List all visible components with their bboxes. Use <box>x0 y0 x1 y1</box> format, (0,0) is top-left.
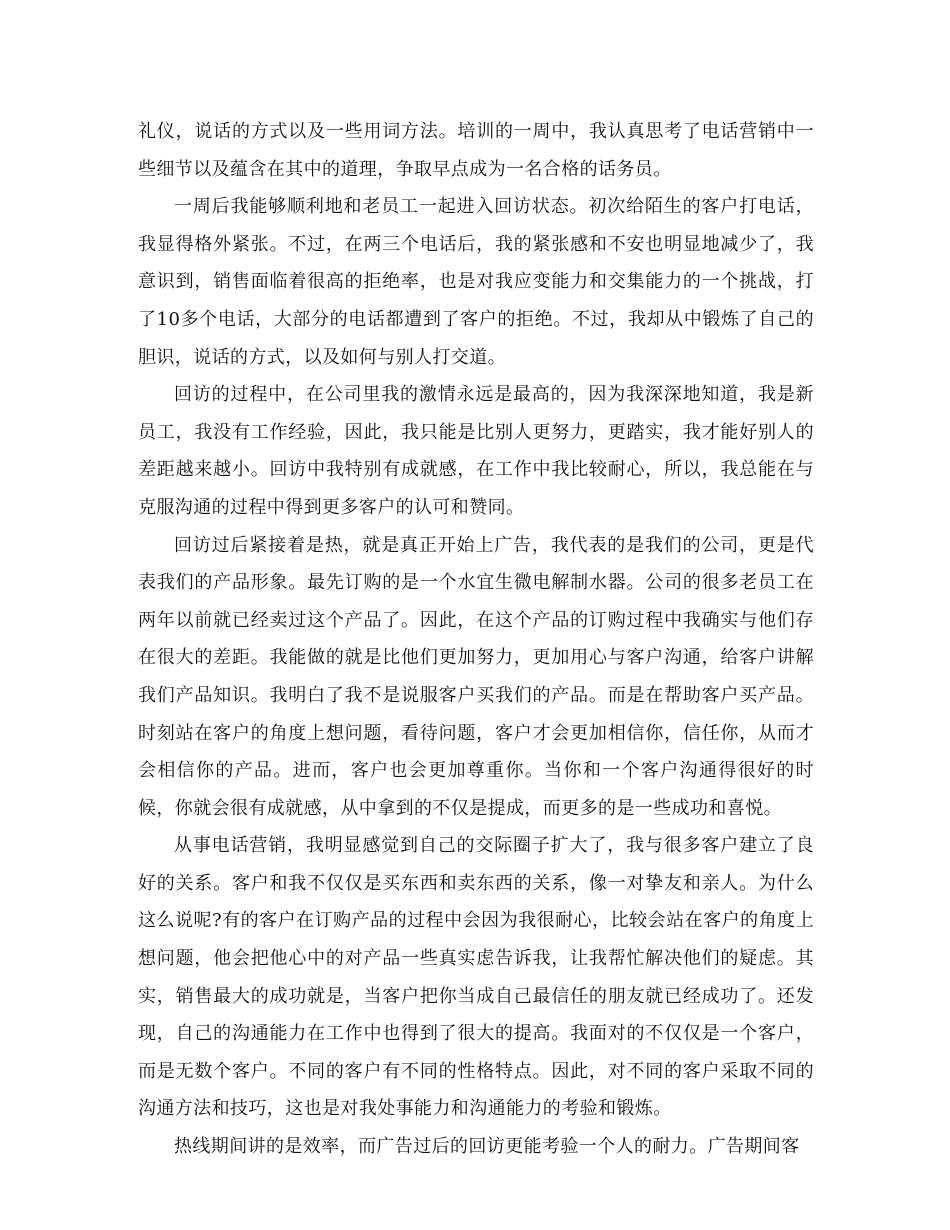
paragraph-2: 一周后我能够顺利地和老员工一起进入回访状态。初次给陌生的客户打电话，我显得格外紧张。不过，在两三个电话后，我的紧张感和不安也明显地减少了，我意识到，销售面临着很高的拒绝率，也是对我应变能力和交集能力的一个挑战，打了10多个电话，大部分的电话都遭到了客户的拒绝。不过，我却从中锻炼了自己的胆识，说话的方式，以及如何与别人打交道。 <box>138 196 814 368</box>
paragraph-5: 从事电话营销，我明显感觉到自己的交际圈子扩大了，我与很多客户建立了良好的关系。客户和我不仅仅是买东西和卖东西的关系，像一对挚友和亲人。为什么这么说呢?有的客户在订购产品的过程中会因为我很耐心，比较会站在客户的角度上想问题，他会把他心中的对产品一些真实虑告诉我，让我帮忙解决他们的疑虑。其实，销售最大的成功就是，当客户把你当成自己最信任的朋友就已经成功了。还发现，自己的沟通能力在工作中也得到了很大的提高。我面对的不仅仅是一个客户，而是无数个客户。不同的客户有不同的性格特点。因此，对不同的客户采取不同的沟通方法和技巧，这也是对我处事能力和沟通能力的考验和锻炼。 <box>138 835 814 1120</box>
paragraph-4: 回访过后紧接着是热，就是真正开始上广告，我代表的是我们的公司，更是代表我们的产品形象。最先订购的是一个水宜生微电解制水器。公司的很多老员工在两年以前就已经卖过这个产品了。因此，在这个产品的订购过程中我确实与他们存在很大的差距。我能做的就是比他们更加努力，更加用心与客户沟通，给客户讲解我们产品知识。我明白了我不是说服客户买我们的产品。而是在帮助客户买产品。时刻站在客户的角度上想问题，看待问题，客户才会更加相信你，信任你，从而才会相信你的产品。进而，客户也会更加尊重你。当你和一个客户沟通得很好的时候，你就会很有成就感，从中拿到的不仅是提成，而更多的是一些成功和喜悦。 <box>138 534 814 819</box>
paragraph-6: 热线期间讲的是效率，而广告过后的回访更能考验一个人的耐力。广告期间客 <box>174 1136 800 1158</box>
paragraph-3: 回访的过程中，在公司里我的激情永远是最高的，因为我深深地知道，我是新员工，我没有工作经验，因此，我只能是比别人更努力，更踏实，我才能好别人的差距越来越小。回访中我特别有成就感，在工作中我比较耐心，所以，我总能在与克服沟通的过程中得到更多客户的认可和赞同。 <box>138 384 814 518</box>
document-page <box>138 113 814 1166</box>
paragraph-1: 礼仪，说话的方式以及一些用词方法。培训的一周中，我认真思考了电话营销中一些细节以及蕴含在其中的道理，争取早点成为一名合格的话务员。 <box>138 121 814 180</box>
